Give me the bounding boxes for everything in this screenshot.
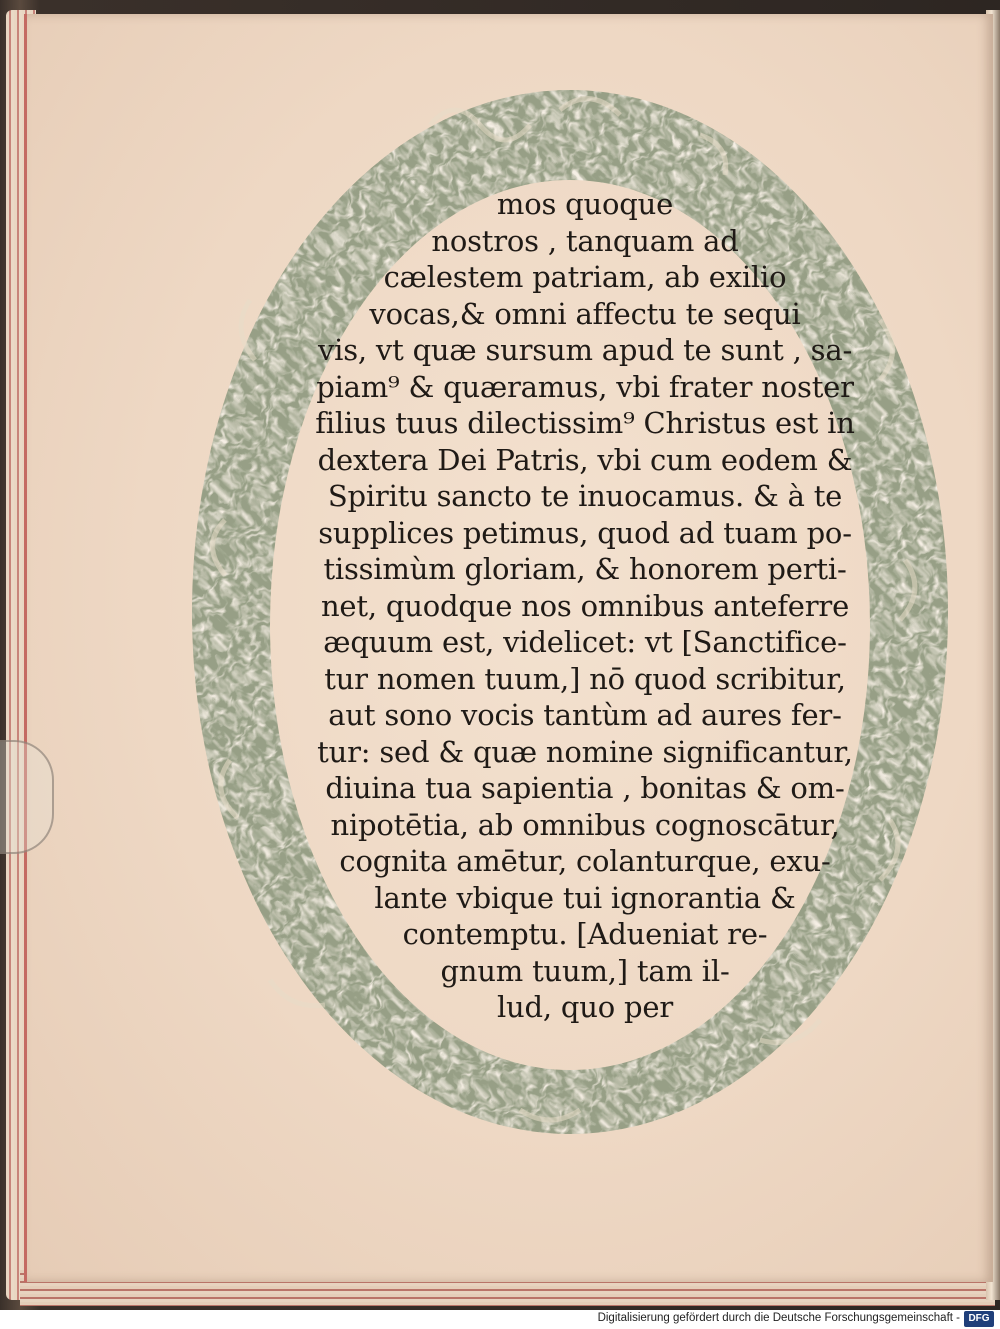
text-line: supplices petimus, quod ad tuam po- [318,515,852,550]
text-line: diuina tua sapientia , bonitas & om- [325,771,845,805]
digitization-credit: Digitalisierung gefördert durch die Deutsche Forschungsgemeinschaft - [597,1312,960,1324]
text-line: mos quoque [496,187,674,221]
text-line: dextera Dei Patris, vbi cum eodem & [317,442,853,477]
text-line: lante vbique tui ignorantia & [374,880,796,915]
text-line: cælestem patriam, ab exilio [383,260,787,294]
latin-text-block [290,186,880,1026]
text-line: tur: sed & quæ nomine significantur, [317,734,853,769]
text-line: lud, quo per [496,990,674,1024]
text-line: cognita amētur, colanturque, exu- [339,844,831,878]
text-line: tissimùm gloriam, & honorem perti- [323,552,847,586]
text-line: net, quodque nos omnibus anteferre [320,588,850,623]
text-line: nipotētia, ab omnibus cognoscātur, [330,807,840,842]
text-line: filius tuus dilectissim⁹ Christus est in [315,406,855,440]
text-line: Spiritu sancto te inuocamus. & à te [327,479,843,513]
text-line: aut sono vocis tantùm ad aures fer- [328,698,842,732]
text-line: æquum est, videlicet: vt [Sanctifice- [323,625,847,659]
text-line: contemptu. [Adueniat re- [402,917,768,951]
page-clip [0,740,54,854]
text-line: vis, vt quæ sursum apud te sunt , sa- [317,333,853,367]
text-line: tur nomen tuum,] nō quod scribitur, [324,661,846,696]
dfg-logo-icon[interactable]: DFG [964,1311,994,1327]
text-line: gnum tuum,] tam il- [440,953,730,988]
text-line: nostros , tanquam ad [431,223,739,258]
text-line: vocas,& omni affectu te sequi [369,296,801,331]
text-line: piam⁹ & quæramus, vbi frater noster [316,369,854,404]
